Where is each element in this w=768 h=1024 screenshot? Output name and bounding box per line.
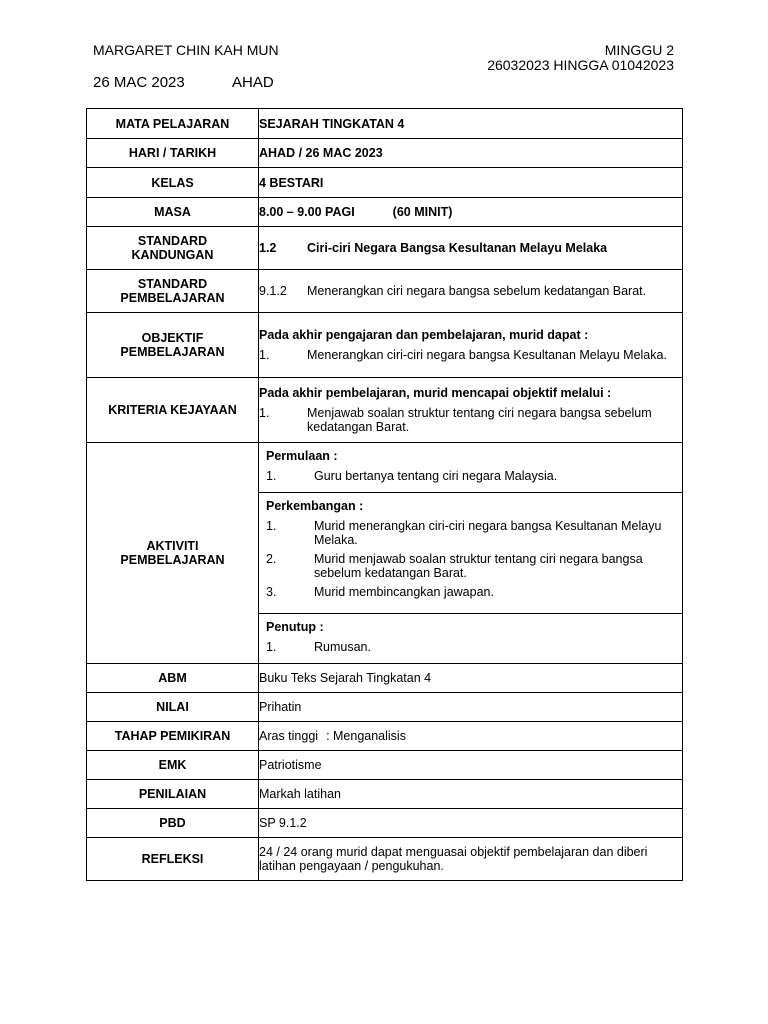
value-pbd: SP 9.1.2 xyxy=(259,809,683,838)
value-activities xyxy=(259,443,683,664)
value-day-date: AHAD / 26 MAC 2023 xyxy=(259,139,683,168)
list-item xyxy=(266,640,675,654)
row-abm xyxy=(87,664,683,693)
label-emk: EMK xyxy=(87,751,259,780)
lesson-day: AHAD xyxy=(232,74,274,91)
row-content-standard xyxy=(87,227,683,270)
row-reflection xyxy=(87,838,683,881)
value-learning-standard xyxy=(259,270,683,313)
learning-standard-number: 9.1.2 xyxy=(259,284,287,298)
value-subject: SEJARAH TINGKATAN 4 xyxy=(259,109,683,139)
label-activities-1: AKTIVITI xyxy=(146,539,199,553)
label-objective-2: PEMBELAJARAN xyxy=(120,345,225,359)
item-text: Murid menjawab soalan struktur tentang ciri negara bangsa sebelum kedatangan Barat. xyxy=(314,552,643,580)
item-text: Murid menerangkan ciri-ciri negara bangsa Kesultanan Melayu Melaka. xyxy=(314,519,662,547)
label-activities-2: PEMBELAJARAN xyxy=(120,553,225,567)
list-item xyxy=(259,348,682,362)
item-text: Murid membincangkan jawapan. xyxy=(314,585,494,599)
label-activities xyxy=(87,443,259,664)
list-item xyxy=(259,406,682,434)
time-range: 8.00 – 9.00 PAGI xyxy=(259,205,355,219)
label-day-date: HARI / TARIKH xyxy=(87,139,259,168)
label-thinking: TAHAP PEMIKIRAN xyxy=(87,722,259,751)
label-assessment: PENILAIAN xyxy=(87,780,259,809)
row-subject xyxy=(87,109,683,139)
label-learning-standard-1: STANDARD xyxy=(137,277,208,291)
item-number: 1. xyxy=(266,519,277,533)
list-item xyxy=(266,469,675,483)
item-number: 2. xyxy=(266,552,277,566)
item-text: Guru bertanya tentang ciri negara Malaysia. xyxy=(314,469,558,483)
activity-start-title: Permulaan : xyxy=(266,449,338,463)
value-criteria xyxy=(259,378,683,443)
row-activities xyxy=(87,443,683,664)
activity-development-title: Perkembangan : xyxy=(266,499,364,513)
label-class: KELAS xyxy=(87,168,259,198)
label-pbd: PBD xyxy=(87,809,259,838)
label-reflection: REFLEKSI xyxy=(87,838,259,881)
label-content-standard-2: KANDUNGAN xyxy=(131,248,214,262)
label-time: MASA xyxy=(87,198,259,227)
content-standard-number: 1.2 xyxy=(259,241,277,255)
row-pbd xyxy=(87,809,683,838)
value-abm: Buku Teks Sejarah Tingkatan 4 xyxy=(259,664,683,693)
value-time xyxy=(259,198,683,227)
item-text: Rumusan. xyxy=(314,640,371,654)
value-reflection: 24 / 24 orang murid dapat menguasai objektif pembelajaran dan diberi latihan pengayaan / pengukuhan. xyxy=(259,838,683,881)
label-learning-standard xyxy=(87,270,259,313)
content-standard-text: Ciri-ciri Negara Bangsa Kesultanan Melayu Melaka xyxy=(307,241,608,255)
label-objective-1: OBJEKTIF xyxy=(141,331,204,345)
label-objective xyxy=(87,313,259,378)
week-range: 26032023 HINGGA 01042023 xyxy=(487,57,674,73)
label-content-standard xyxy=(87,227,259,270)
learning-standard-text: Menerangkan ciri negara bangsa sebelum kedatangan Barat. xyxy=(307,284,647,298)
list-item xyxy=(266,585,675,599)
row-criteria xyxy=(87,378,683,443)
row-emk xyxy=(87,751,683,780)
thinking-value: : Menganalisis xyxy=(326,729,406,743)
item-text: Menjawab soalan struktur tentang ciri negara bangsa sebelum kedatangan Barat. xyxy=(307,406,652,434)
activity-close-title: Penutup : xyxy=(266,620,324,634)
label-nilai: NILAI xyxy=(87,693,259,722)
value-thinking xyxy=(259,722,683,751)
item-text: Menerangkan ciri-ciri negara bangsa Kesultanan Melayu Melaka. xyxy=(307,348,667,362)
row-time xyxy=(87,198,683,227)
value-objective xyxy=(259,313,683,378)
row-thinking xyxy=(87,722,683,751)
item-number: 1. xyxy=(259,406,270,420)
activity-close xyxy=(259,613,682,663)
row-objective xyxy=(87,313,683,378)
row-class xyxy=(87,168,683,198)
label-criteria: KRITERIA KEJAYAAN xyxy=(87,378,259,443)
objective-intro: Pada akhir pengajaran dan pembelajaran, murid dapat : xyxy=(259,328,589,342)
label-content-standard-1: STANDARD xyxy=(137,234,208,248)
item-number: 3. xyxy=(266,585,277,599)
item-number: 1. xyxy=(266,469,277,483)
lesson-plan-table xyxy=(86,108,683,881)
value-content-standard xyxy=(259,227,683,270)
value-emk: Patriotisme xyxy=(259,751,683,780)
item-number: 1. xyxy=(266,640,277,654)
label-abm: ABM xyxy=(87,664,259,693)
criteria-intro: Pada akhir pembelajaran, murid mencapai objektif melalui : xyxy=(259,386,612,400)
activity-start xyxy=(259,443,682,492)
lesson-date: 26 MAC 2023 xyxy=(93,74,185,91)
list-item xyxy=(266,552,675,580)
time-duration: (60 MINIT) xyxy=(392,205,453,219)
row-nilai xyxy=(87,693,683,722)
list-item xyxy=(266,519,675,547)
activity-development xyxy=(259,492,682,613)
value-class: 4 BESTARI xyxy=(259,168,683,198)
week-label: MINGGU 2 xyxy=(604,42,674,58)
item-number: 1. xyxy=(259,348,270,362)
row-assessment xyxy=(87,780,683,809)
value-nilai: Prihatin xyxy=(259,693,683,722)
label-subject: MATA PELAJARAN xyxy=(87,109,259,139)
teacher-name: MARGARET CHIN KAH MUN xyxy=(93,42,279,58)
row-day-date xyxy=(87,139,683,168)
thinking-level: Aras tinggi xyxy=(259,729,319,743)
row-learning-standard xyxy=(87,270,683,313)
value-assessment: Markah latihan xyxy=(259,780,683,809)
label-learning-standard-2: PEMBELAJARAN xyxy=(120,291,225,305)
